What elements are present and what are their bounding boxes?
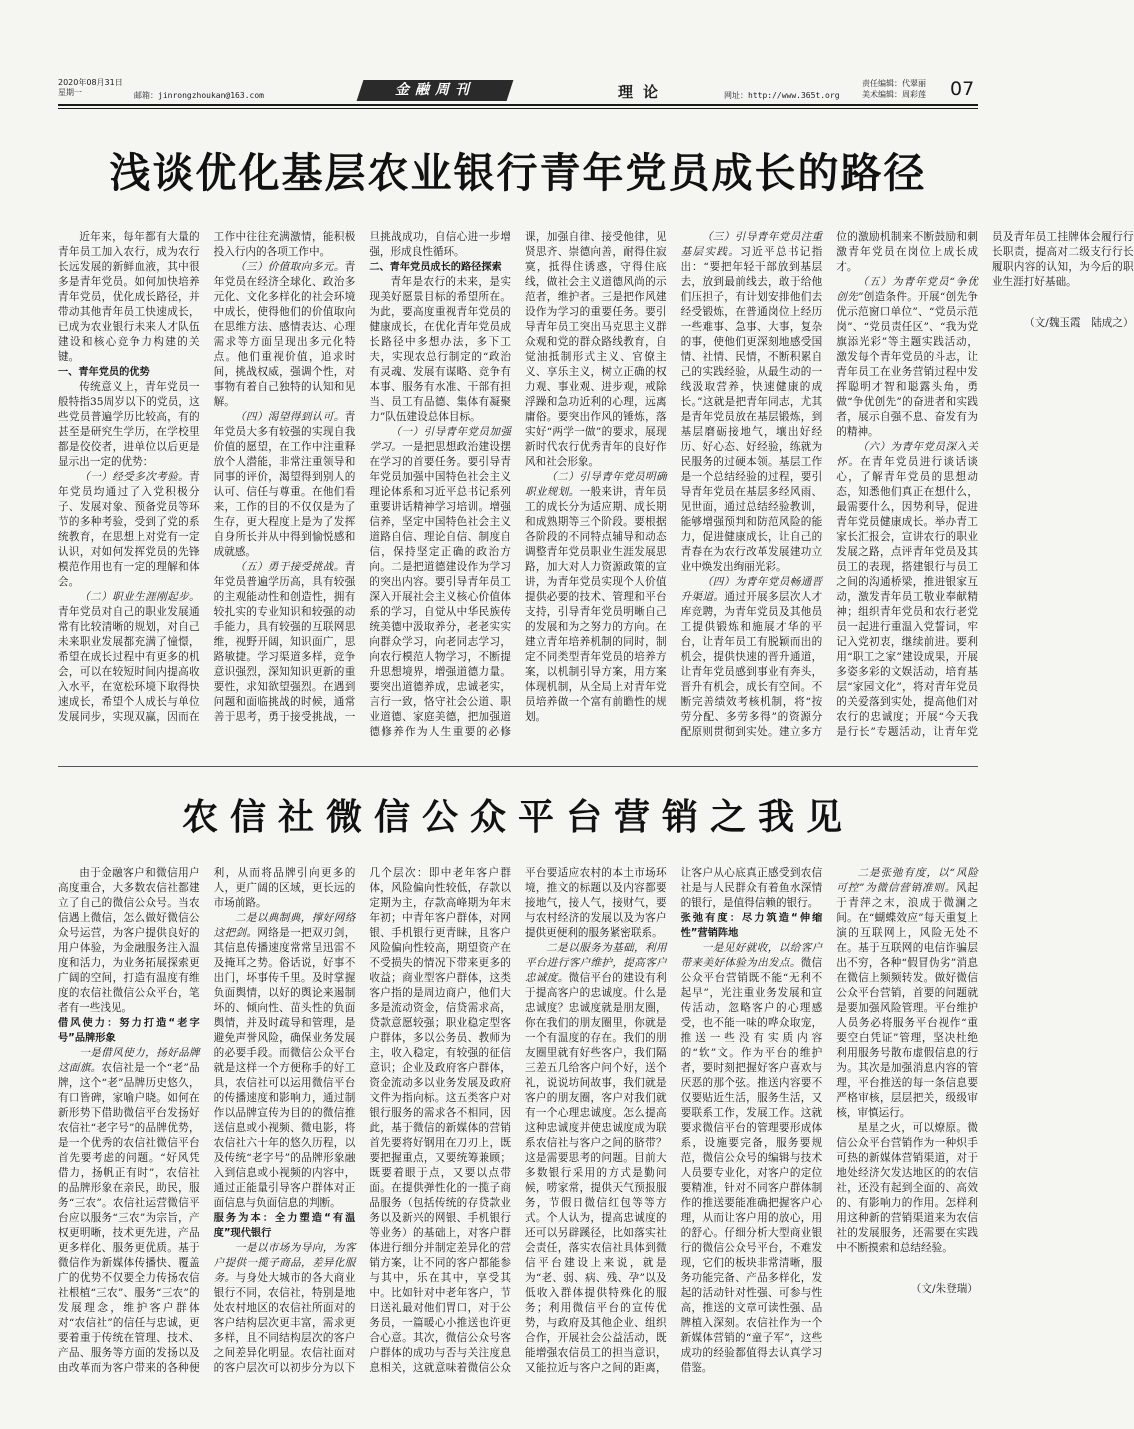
point-text: 微信平台的建设有利于提高客户的忠诚度。什么是忠诚度？忠诚度就是朋友圈，你在我们的朋友圈里，你就是一个有温度的存在。我们的朋友圈里就有好些客户，我们隔三差五几给客户问个好，送个礼，说说坊间故事，我们就是客户的朋友圈，客户对我们就有一个心理忠诚度。怎么提高这种忠诚度并使忠诚度成为联系农信社与客户之间的脐带？这是需要思考的问题。目前大多数银行采用的方式是勤问候，唠家常，提供天气预报服务，节假日微信红包等等方式。个人认为，提高忠诚度的还可以另辟蹊径，比如落实社会责任，落实农信社具体到微信平台建设上来说，就是为“老、弱、病、残、孕”以及低收入群体提供特殊化的服务；利用微信平台的宣传优势，与政府及其他企业、组织合作，开展社会公益活动，既能增强农信员工的担当意识，又能拉近与客户之间的距离，让客户从心底真正感受到农信社是与人民群众有着鱼水深情的银行，是值得信赖的银行。 bbox=[524, 867, 823, 1374]
paragraph: 星星之火，可以燎原。微信公众平台营销作为一种炽手可热的新媒体营销渠道，对于地处经济欠发达地区的的农信社，还没有起到全面的、高效的、有影响力的作用。怎样利用这种新的营销渠道来为农信社的发展服务，还需要在实践中不断摸索和总结经验。 bbox=[836, 1122, 978, 1254]
point-text: 通过开展多层次人才库竞聘，为青年党员及其他员工提供锻炼和施展才华的平台，让青年员工有脱颖而出的机会，提供快速的晋升通道，让青年党员感到事业有奔头，晋升有机会，成长有空间。不断完善绩效考核机制，将“按劳分配、多劳多得”的资源分配原则贯彻到实处。建立多方位的激励机制来不断鼓励和刺激青年党员在岗位上成长成才。 bbox=[680, 231, 978, 738]
point-text: 青年党员均通过了入党积极分子、发展对象、预备党员等环节的多种考验，受到了党的系统教育，在思想上对党有一定认识，对如何发挥党员的先锋模范作用也有一定的理解和体会。 bbox=[58, 471, 200, 588]
section-name: 理论 bbox=[618, 83, 669, 101]
article2-body bbox=[58, 866, 978, 1376]
point-lead: 二是以典制典，撑好网络这把剑。 bbox=[213, 912, 356, 939]
point-lead: 二是以服务为基础，利用平台进行客户维护，提高客户忠诚度。 bbox=[524, 942, 667, 984]
paper-name: 金融周刊 bbox=[395, 82, 475, 98]
paragraph bbox=[681, 230, 823, 575]
point-text: 青年党员大多有较强的实现自我价值的愿望，在工作中注重释放个人潜能，非常注重领导和同事的评价，渴望得到别人的认可、信任与尊重。在他们看来，工作的目的不仅仅是为了生存，更大程度上是为了发挥自身所长并从中得到愉悦感和成就感。 bbox=[213, 411, 356, 558]
point-lead: （一）经受多次考验。 bbox=[79, 471, 190, 483]
section-heading: 一、青年党员的优势 bbox=[58, 367, 150, 378]
paragraph: 由于金融客户和微信用户高度重合，大多数农信社都建立了自己的微信公众号。当农信遇上微信，怎么做好微信公众号运营，为客户提供良好的用户体验，为金融服务注入温度和活力，为业务拓展探索更广阔的空间，打造有温度有维度的农信社微信公众平台，笔者有一些浅见。 bbox=[58, 867, 200, 1014]
point-lead: （二）职业生涯刚起步。 bbox=[79, 591, 200, 603]
section-heading: 二、青年党员成长的路径探索 bbox=[369, 262, 502, 273]
paragraph bbox=[58, 470, 200, 590]
point-text: 与身处大城市的各大商业银行不同，农信社，特别是地处农村地区的农信社所面对的客户结构层次更丰富，需求更多样，且不同结构层次的客户之间差异化明显。农信社面对的客户层次可以初步分为以下几个层次：即中老年客户群体，风险偏向性较低，存款以定期为主，存款高峰期为年末年初；中青年客户群体，对网银、手机银行更青睐，且客户风险偏向性较高，期望资产在不受损失的情况下带来更多的收益；商业型客户群体，这类客户指的是周边商户，他们大多是流动资金，信贷需求高，贷款意愿较强；职业稳定型客户群体，多以公务员、教师为主，收入稳定，有较强的征信意识；企业及政府客户群体，资金流动多以业务发展及政府文件为指向标。这五类客户对银行服务的需求各不相同，因此，基于微信的新媒体的营销首先要将好钢用在刀刃上，既要把握重点，又要统筹兼顾；既要着眼于点，又要以点带面。在提供弹性化的一揽子商品服务（包括传统的存贷款业务以及新兴的网银、手机银行等业务）的基础上，对客户群体进行细分并制定差异化的营销方案，让不同的客户都能参与其中，乐在其中，享受其中。比如针对中老年客户，节日送礼最对他们胃口，对于公务员，一篇暖心小推送也许更合心意。其次，微信公众号客户群体的成功与否与关注度息息相关，这就意味着微信公众平台要适应农村的本土市场环境，推文的标题以及内容都要接地气，接人气，接财气，要与农村经济的发展以及为客户提供更便利的服务紧密联系。 bbox=[213, 867, 667, 1374]
point-lead: （六）为青年党员深入关怀。 bbox=[836, 441, 978, 468]
point-text: 在青年党员进行谈话谈心，了解青年党员的思想动态，知悉他们真正在想什么，最需要什么，因势利导，促进青年党员健康成长。举办青工家长汇报会，宣讲农行的职业发展之路，点评青年党员及其员工的表现，搭建银行与员工之间的沟通桥梁，推进银家互动，激发青年员工敬业奉献精神；组织青年党员和农行老党员一起进行重温入党誓词，牢记入党初衷，继续前进。要利用“职工之家”建设成果，开展多姿多彩的文娱活动，培育基层“家园文化”，将对青年党员的关爱落到实处，提高他们对农行的忠诚度；开展“今天我是行长”专题活动，让青年党员及青年员工挂牌体会履行行长职责，提高对二级支行行长履职内容的认知，为今后的职业生涯打好基础。 bbox=[836, 231, 1134, 738]
article1-body bbox=[58, 230, 1134, 750]
point-lead: （五）勇于接受挑战。 bbox=[234, 561, 345, 573]
editor-duty: 责任编辑：代翠丽 bbox=[862, 79, 926, 88]
paragraph bbox=[214, 260, 356, 410]
point-text: 青年党员普遍学历高，具有较强的主观能动性和创造性，拥有较扎实的专业知识和较强的动手能力，具有较强的互联网思维，视野开阔，知识面广，思路敏捷。学习渠道多样，竞争意识强烈，深知知识更新的重要性，求知欲望强烈。在遇到问题和面临挑战的时候，通常善于思考，勇于接受挑战，一旦挑战成功，自信心进一步增强，形成良性循环。 bbox=[213, 231, 511, 723]
section-heading: 借风使力：努力打造“老字号”品牌形象 bbox=[58, 1018, 200, 1044]
paragraph bbox=[525, 470, 667, 725]
page-number: 07 bbox=[950, 78, 975, 100]
paper-name-banner bbox=[357, 80, 514, 101]
point-lead: （四）为青年党员畅通晋升渠道。 bbox=[680, 576, 823, 603]
editor-art: 美术编辑：周彩莲 bbox=[862, 90, 926, 99]
paragraph bbox=[214, 410, 356, 560]
point-lead: （一）引导青年党员加强学习。 bbox=[369, 426, 511, 453]
paragraph bbox=[681, 941, 823, 1376]
point-text: 习近平总书记指出：“要把年轻干部放到基层去，放到最前线去，敢于给他们压担子，有计划安排他们去经受锻炼，在普通岗位上经历一些难事、急事、大事，复杂的事，使他们更深刻地感受国情、社情、民情，不断积累自己的实践经验，从最生动的一线汲取营养，快速健康的成长。”这就是把青年同志，尤其是青年党员放在基层锻炼，到基层磨砺接地气，壤出好经历、好心态、好经验，练就为民服务的过硬本领。基层工作是一个总结经验的过程，要引导青年党员在基层多经风雨、见世面，通过总结经验教训，能够增强预判和防范风险的能力，促进健康成长，让自己的青春在为农行改革发展建功立业中焕发出绚丽光彩。 bbox=[680, 246, 823, 573]
point-lead: （四）渴望得到认可。 bbox=[234, 411, 345, 423]
section-heading: 张弛有度：尽力筑造“伸缩性”营销阵地 bbox=[680, 913, 823, 939]
point-lead: （三）价值取向多元。 bbox=[234, 261, 345, 273]
point-text: 农信社是一个“老”品牌，这个“老”品牌历史悠久，有口皆碑，家喻户晓。如何在新形势下借助微信平台发扬好农信社“老字号”的品牌优势，是一个优秀的农信社微信平台首先要考虑的问题。“好风凭借力，扬帆正有时”，农信社的品牌形象在亲民，助民，服务“三农”。农信社运营微信平台应以服务“三农”为宗旨，产权更明晰，技术更先进，产品更多样化、服务更优质。基于微信作为新媒体传播快、覆盖广的优势不仅要全力传扬农信社根植“三农”、服务“三农”的发展理念，维护客户群体对“农信社”的信任与忠诚，更要着重于传统在管理、技术、产品、服务等方面的发扬以及由改革而为客户带来的各种便利，从而将品牌引向更多的人，更广阔的区域，更长远的市场前路。 bbox=[58, 867, 356, 1374]
point-lead: 一是见好就收，以给客户带来美好体验为出发点。 bbox=[680, 942, 823, 969]
point-text: 一般来讲，青年员工的成长分为适应期、成长期和成熟期等三个阶段。要根据各阶段的不同特点辅导和动态调整青年党员职业生涯发展思路，加大对人力资源政策的宣讲，为青年党员实现个人价值提供必要的技术、管理和平台支持，引导青年党员明晰自己的发展和为之努力的方向。在建立青年培养机制的同时，制定不同类型青年党员的培养方案，以机制引导方案，用方案体现机制，从全局上对青年党员培养做一个富有前瞻性的规划。 bbox=[524, 486, 667, 723]
article2-title: 农信社微信公众平台营销之我见 bbox=[181, 796, 854, 838]
paragraph: 青年是农行的未来，是实现美好愿景目标的希望所在。为此，要高度重视青年党员的健康成长，在优化青年党员成长路径中多想办法，多下工夫，实现农总行制定的“政治有灵魂、发展有谋略、竞争有本事、服务有水准、干部有担当、员工有品德、集体有凝聚力”队伍建设总体目标。 bbox=[369, 276, 511, 423]
article1-title: 浅谈优化基层农业银行青年党员成长的路径 bbox=[109, 149, 927, 197]
point-text: 青年党员在经济全球化、政治多元化、文化多样化的社会环境中成长，使得他们的价值取向在思维方法、感情表达、心理需求等方面呈现出多元化特点。他们重视价值，追求时间，挑战权威，强调个性，对事物有着自己独特的认知和见解。 bbox=[213, 261, 356, 408]
point-lead: 一是借风使力，扬好品牌这面旗。 bbox=[58, 1047, 200, 1074]
point-lead: （三）引导青年党员注重基层实践。 bbox=[680, 231, 823, 258]
website: 网址：http://www.365t.org bbox=[724, 91, 840, 100]
point-text: 风起于青萍之末，浪成于微澜之间。在“蝴蝶效应”每天重复上演的互联网上，风险无处不在。基于互联网的电信诈骗层出不穷，各种“假冒伪劣”消息在微信上频频转发。做好微信公众平台营销，首要的问题就是要加强风险管理。平台维护人员务必将服务平台视作“重要空白凭证”管理，坚决杜绝利用服务号散布虚假信息的行为。其次是加强消息内容的管理，平台推送的每一条信息要严格审核，层层把关，级级审核，审慎运行。 bbox=[836, 882, 978, 1119]
point-lead: 一是以市场为导向，为客户提供一揽子商品，差异化服务。 bbox=[213, 1242, 356, 1284]
paragraph: 近年来，每年都有大量的青年员工加入农行，成为农行长远发展的新鲜血液，其中很多是青年党员。如何加快培养青年党员，优化成长路径，并带动其他青年员工快速成长，已成为农业银行未来人才队伍建设和核心竞争力构建的关键。 bbox=[58, 231, 200, 363]
point-text: 一是把思想政治建设摆在学习的首要任务。要引导青年党员加强中国特色社会主义理论体系和习近平总书记系列重要讲话精神学习培训。增强信养，坚定中国特色社会主义道路自信、理论自信、制度自信，保持坚定正确的政治方向。二是把道德建设作为学习的突出内容。要引导青年员工深入开展社会主义核心价值体系的学习，自觉从中华民族传统美德中汲取养分，老老实实向群众学习，向老同志学习，向农行模范人物学习，不断提升思想境界，增强道德力量。要突出道德养成，忠诚老实，言行一致，恪守社会公道、职业道德、家庭美德，把加强道德修养作为人生重要的必修课，加强自律、接受他律，见贤思齐、崇德向善，耐得住寂寞，抵得住诱惑，守得住底线，做社会主义道德风尚的示范者，维护者。三是把作风建设作为学习的重要任务。要引导青年员工突出马克思主义群众观和党的群众路线教育，自觉油抵制形式主义、官僚主义、享乐主义，树立正确的权力观、事业观、进步观，戒除浮躁和急功近利的心理，远离庸俗。要突出作风的锤炼，落实好“两学一做”的要求，展现新时代农行优秀青年的良好作风和社会形象。 bbox=[369, 231, 667, 738]
email: 邮箱：jinrongzhoukan@163.com bbox=[134, 91, 264, 100]
byline: （文/朱登瑞） bbox=[910, 1283, 978, 1295]
paragraph bbox=[836, 275, 978, 440]
weekday: 星期一 bbox=[58, 88, 82, 97]
point-lead: （二）引导青年党员明确职业规划。 bbox=[524, 471, 667, 498]
point-text: 创造条件。开展“创先争优示范窗口单位”、“党员示范岗”、“党员责任区”、“我为党旗添光彩”等主题实践活动，激发每个青年党员的斗志，让青年员工在业务营销过程中发挥聪明才智和聪露头角，勇做“争优创先”的奋进者和实践者，展示自强不息、奋发有为的精神。 bbox=[836, 291, 978, 438]
point-text: 网络是一把双刃剑，其信息传播速度常常呈迅雷不及掩耳之势。俗话说，好事不出门，坏事传千里。及时掌握负面舆情，以好的舆论来遏制坏的、倾向性、苗头性的负面舆情，并及时疏导和管理，是避免声誉风险，确保业务发展的必要手段。而微信公众平台就是这样一个方便称手的好工具，农信社可以运用微信平台的传播速度和影响力，通过制作以品牌宣传为目的的微信推送信息或小视频、微电影，将农信社六十年的悠久历程，以及传统“老字号”的品牌形象融入到信息或小视频的内容中，通过正能量引导客户群体对正面信息与负面信息的判断。 bbox=[213, 927, 356, 1209]
paragraph: 传统意义上，青年党员一般特指35周岁以下的党员，这些党员普遍学历比较高，有的甚至是研究生学历，在学校里都是佼佼者，进单位以后更是显示出一定的优势： bbox=[58, 381, 200, 468]
byline: （文/魏玉霞 陆成之） bbox=[1024, 317, 1134, 329]
editors bbox=[862, 78, 926, 100]
paragraph bbox=[836, 866, 978, 1121]
section-heading: 服务为本：全力塑造“有温度”现代银行 bbox=[213, 1213, 356, 1239]
date: 2020年08月31日 bbox=[58, 78, 123, 87]
paragraph bbox=[214, 911, 356, 1211]
article-separator bbox=[58, 766, 978, 767]
masthead-rule bbox=[58, 104, 978, 106]
point-text: 微信公众平台营销既不能“无利不起早”，光注重业务发展和宣传活动，忽略客户的心理感受，也不能一味的哗众取宠，推送一些没有实质内容的“软”文。作为平台的维护者，要时刻把握好客户喜欢与厌恶的那个弦。推送内容要不仅要贴近生活，服务生活，又要联系工作，发展工作。这就要求微信平台的管理要形成体系，设施要完备，服务要规范，微信公众号的编辑与技术人员要专业化，对客户的定位要精准，针对不同客户群体制作的推送要能准确把握客户心理，从而让客户用的放心，用的舒心。仔细分析大型商业银行的微信公众号平台，不难发现，它们的板块非常清晰，服务功能完备、产品多样化，发起的活动针对性强、可参与性高，推送的文章可读性强、品牌植入深刻。农信社作为一个新媒体营销的“童子军”，这些成功的经验都值得去认真学习借鉴。 bbox=[680, 957, 823, 1374]
point-lead: （五）为青年党员“争优创先” bbox=[836, 276, 978, 303]
masthead-rule-thin bbox=[58, 108, 978, 109]
masthead bbox=[58, 78, 978, 102]
issue-date bbox=[58, 78, 123, 98]
point-lead: 二是张弛有度，以“风险可控”为微信营销准则。 bbox=[836, 867, 978, 894]
point-text: 青年党员对自己的职业发展通常有比较清晰的规划，对自己未来职业发展都充满了憧憬，希望在成长过程中有更多的机会，可以在较短时间内提高收入水平，在宽松环境下取得快速成长，希望个人成长与单位发展同步，实现双赢，因而在工作中往往充满激情，能积极投入行内的各项工作中。 bbox=[58, 231, 356, 723]
